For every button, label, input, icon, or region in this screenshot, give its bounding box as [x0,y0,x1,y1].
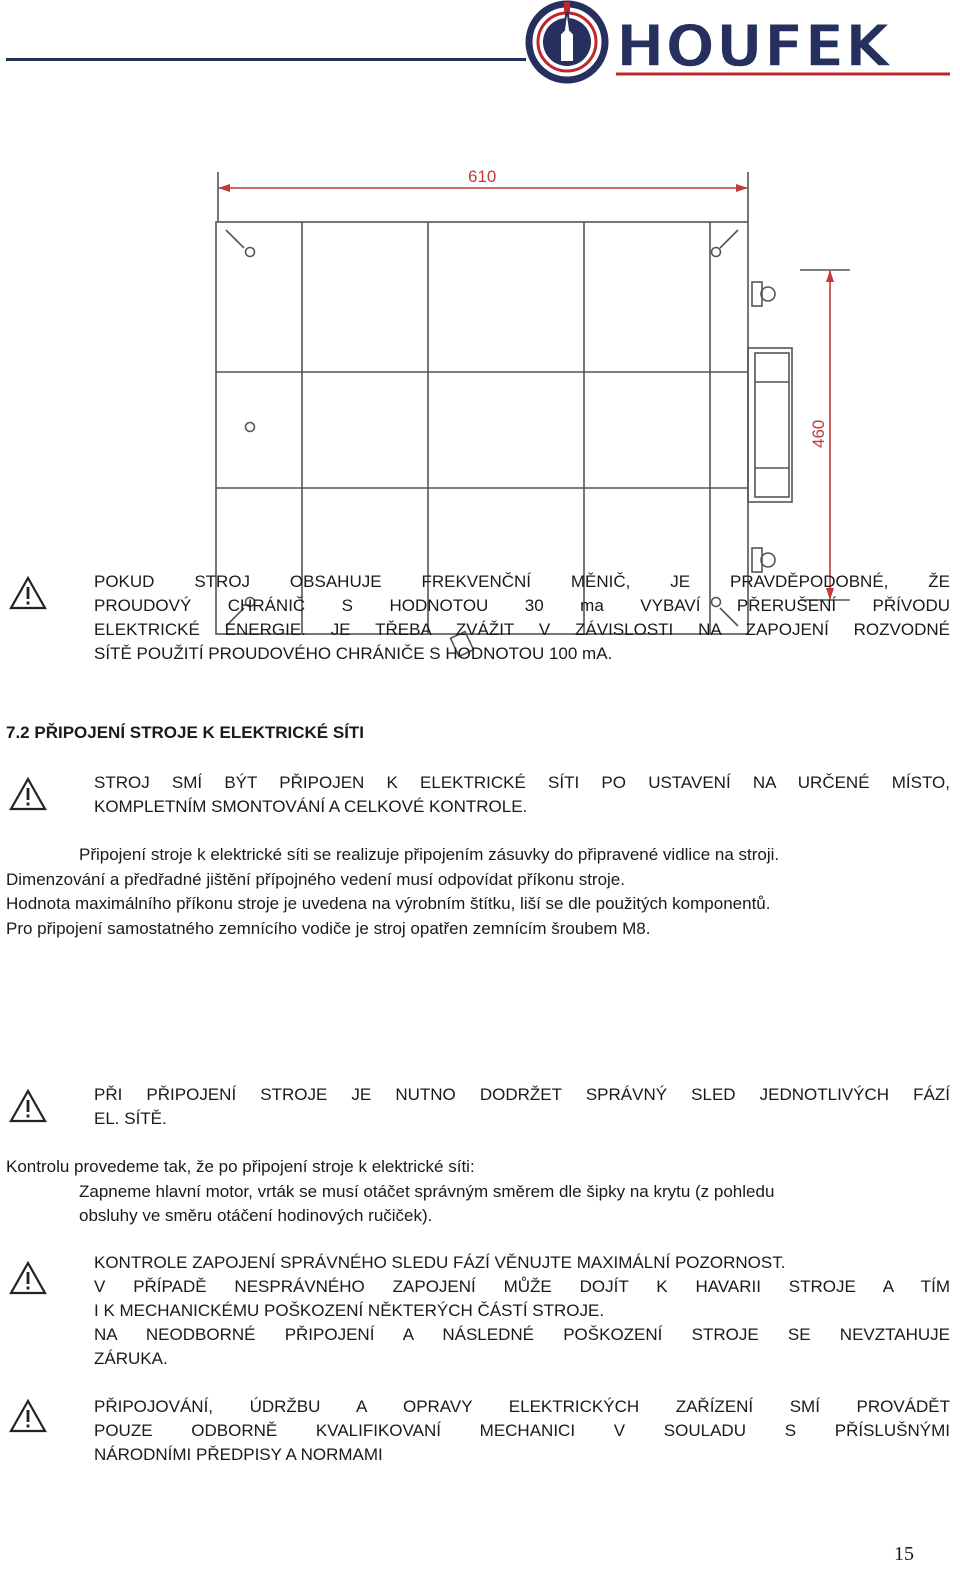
logo-wordmark: HOUFEK [616,12,892,80]
warning-text-2: POKUD STROJ OBSAHUJE FREKVENČNÍ MĚNIČ, JE PRAVDĚPODOBNÉ, ŽE PROUDOVÝ CHRÁNIČ S HODNOTOU 30 ma VYBAVÍ PŘERUŠENÍ PŘÍVODU ELEKTRICKÉ ENERGIE. JE TŘEBA ZVÁŽIT V ZÁVISLOSTI NA ZAPOJENÍ ROZVODNÉ SÍTĚ POUŽITÍ PROUDOVÉHO CHRÁNIČE S HODNOTOU 100 mA. [94,572,950,663]
section-title: 7.2 PŘIPOJENÍ STROJE K ELEKTRICKÉ SÍTI [6,723,365,742]
width-dimension-label: 610 [468,167,497,186]
connection-paragraph: Připojení stroje k elektrické síti se realizuje připojením zásuvky do připravené vidlice na stroji. Dimenzování a předřadné jištění přípojného vedení musí odpovídat příkonu stroje. Hodnota maximálního příkonu stroje je uvedena na výrobním štítku, liší se dle použitých komponentů. Pro připojení samostatného zemnícího vodiče je stroj opatřen zemnícím šroubem M8. [6,845,780,938]
page-number: 15 [894,1543,914,1565]
warning-triangle-icon [8,1398,48,1434]
warning-triangle-icon [8,776,48,812]
warning-triangle-icon [8,575,48,611]
warning-text-3: PŘI PŘIPOJENÍ STROJE JE NUTNO DODRŽET SPRÁVNÝ SLED JEDNOTLIVÝCH FÁZÍ EL. SÍTĚ. [94,1085,950,1128]
warning-text-5: PŘIPOJOVÁNÍ, ÚDRŽBU A OPRAVY ELEKTRICKÝCH ZAŘÍZENÍ SMÍ PROVÁDĚT POUZE ODBORNĚ KVALIFIKOVANÍ MECHANICI V SOULADU S PŘÍSLUŠNÝMI NÁRODNÍMI PŘEDPISY A NORMAMI [94,1397,950,1464]
warning-text-1: STROJ SMÍ BÝT PŘIPOJEN K ELEKTRICKÉ SÍTI PO USTAVENÍ NA URČENÉ MÍSTO, KOMPLETNÍM SMONTOVÁNÍ A CELKOVÉ KONTROLE. [94,773,950,816]
houfek-logo [520,0,960,90]
warning-triangle-icon [8,1088,48,1124]
warning-text-4: KONTROLE ZAPOJENÍ SPRÁVNÉHO SLEDU FÁZÍ VĚNUJTE MAXIMÁLNÍ POZORNOST. V PŘÍPADĚ NESPRÁVNÉHO ZAPOJENÍ MŮŽE DOJÍT K HAVARII STROJE A TÍM I K MECHANICKÉMU POŠKOZENÍ NĚKTERÝCH ČÁSTÍ STROJE. NA NEODBORNÉ PŘIPOJENÍ A NÁSLEDNÉ POŠKOZENÍ STROJE SE NEVZTAHUJE ZÁRUKA. [94,1253,950,1368]
header-rule [6,58,526,61]
warning-triangle-icon [8,1260,48,1296]
height-dimension-label: 460 [809,419,828,448]
phase-check-paragraph: Kontrolu provedeme tak, že po připojení stroje k elektrické síti: Zapneme hlavní motor, vrták se musí otáčet správným směrem dle šipky na krytu (z pohledu obsluhy ve směru otáčení hodinových ručiček). [6,1157,775,1225]
